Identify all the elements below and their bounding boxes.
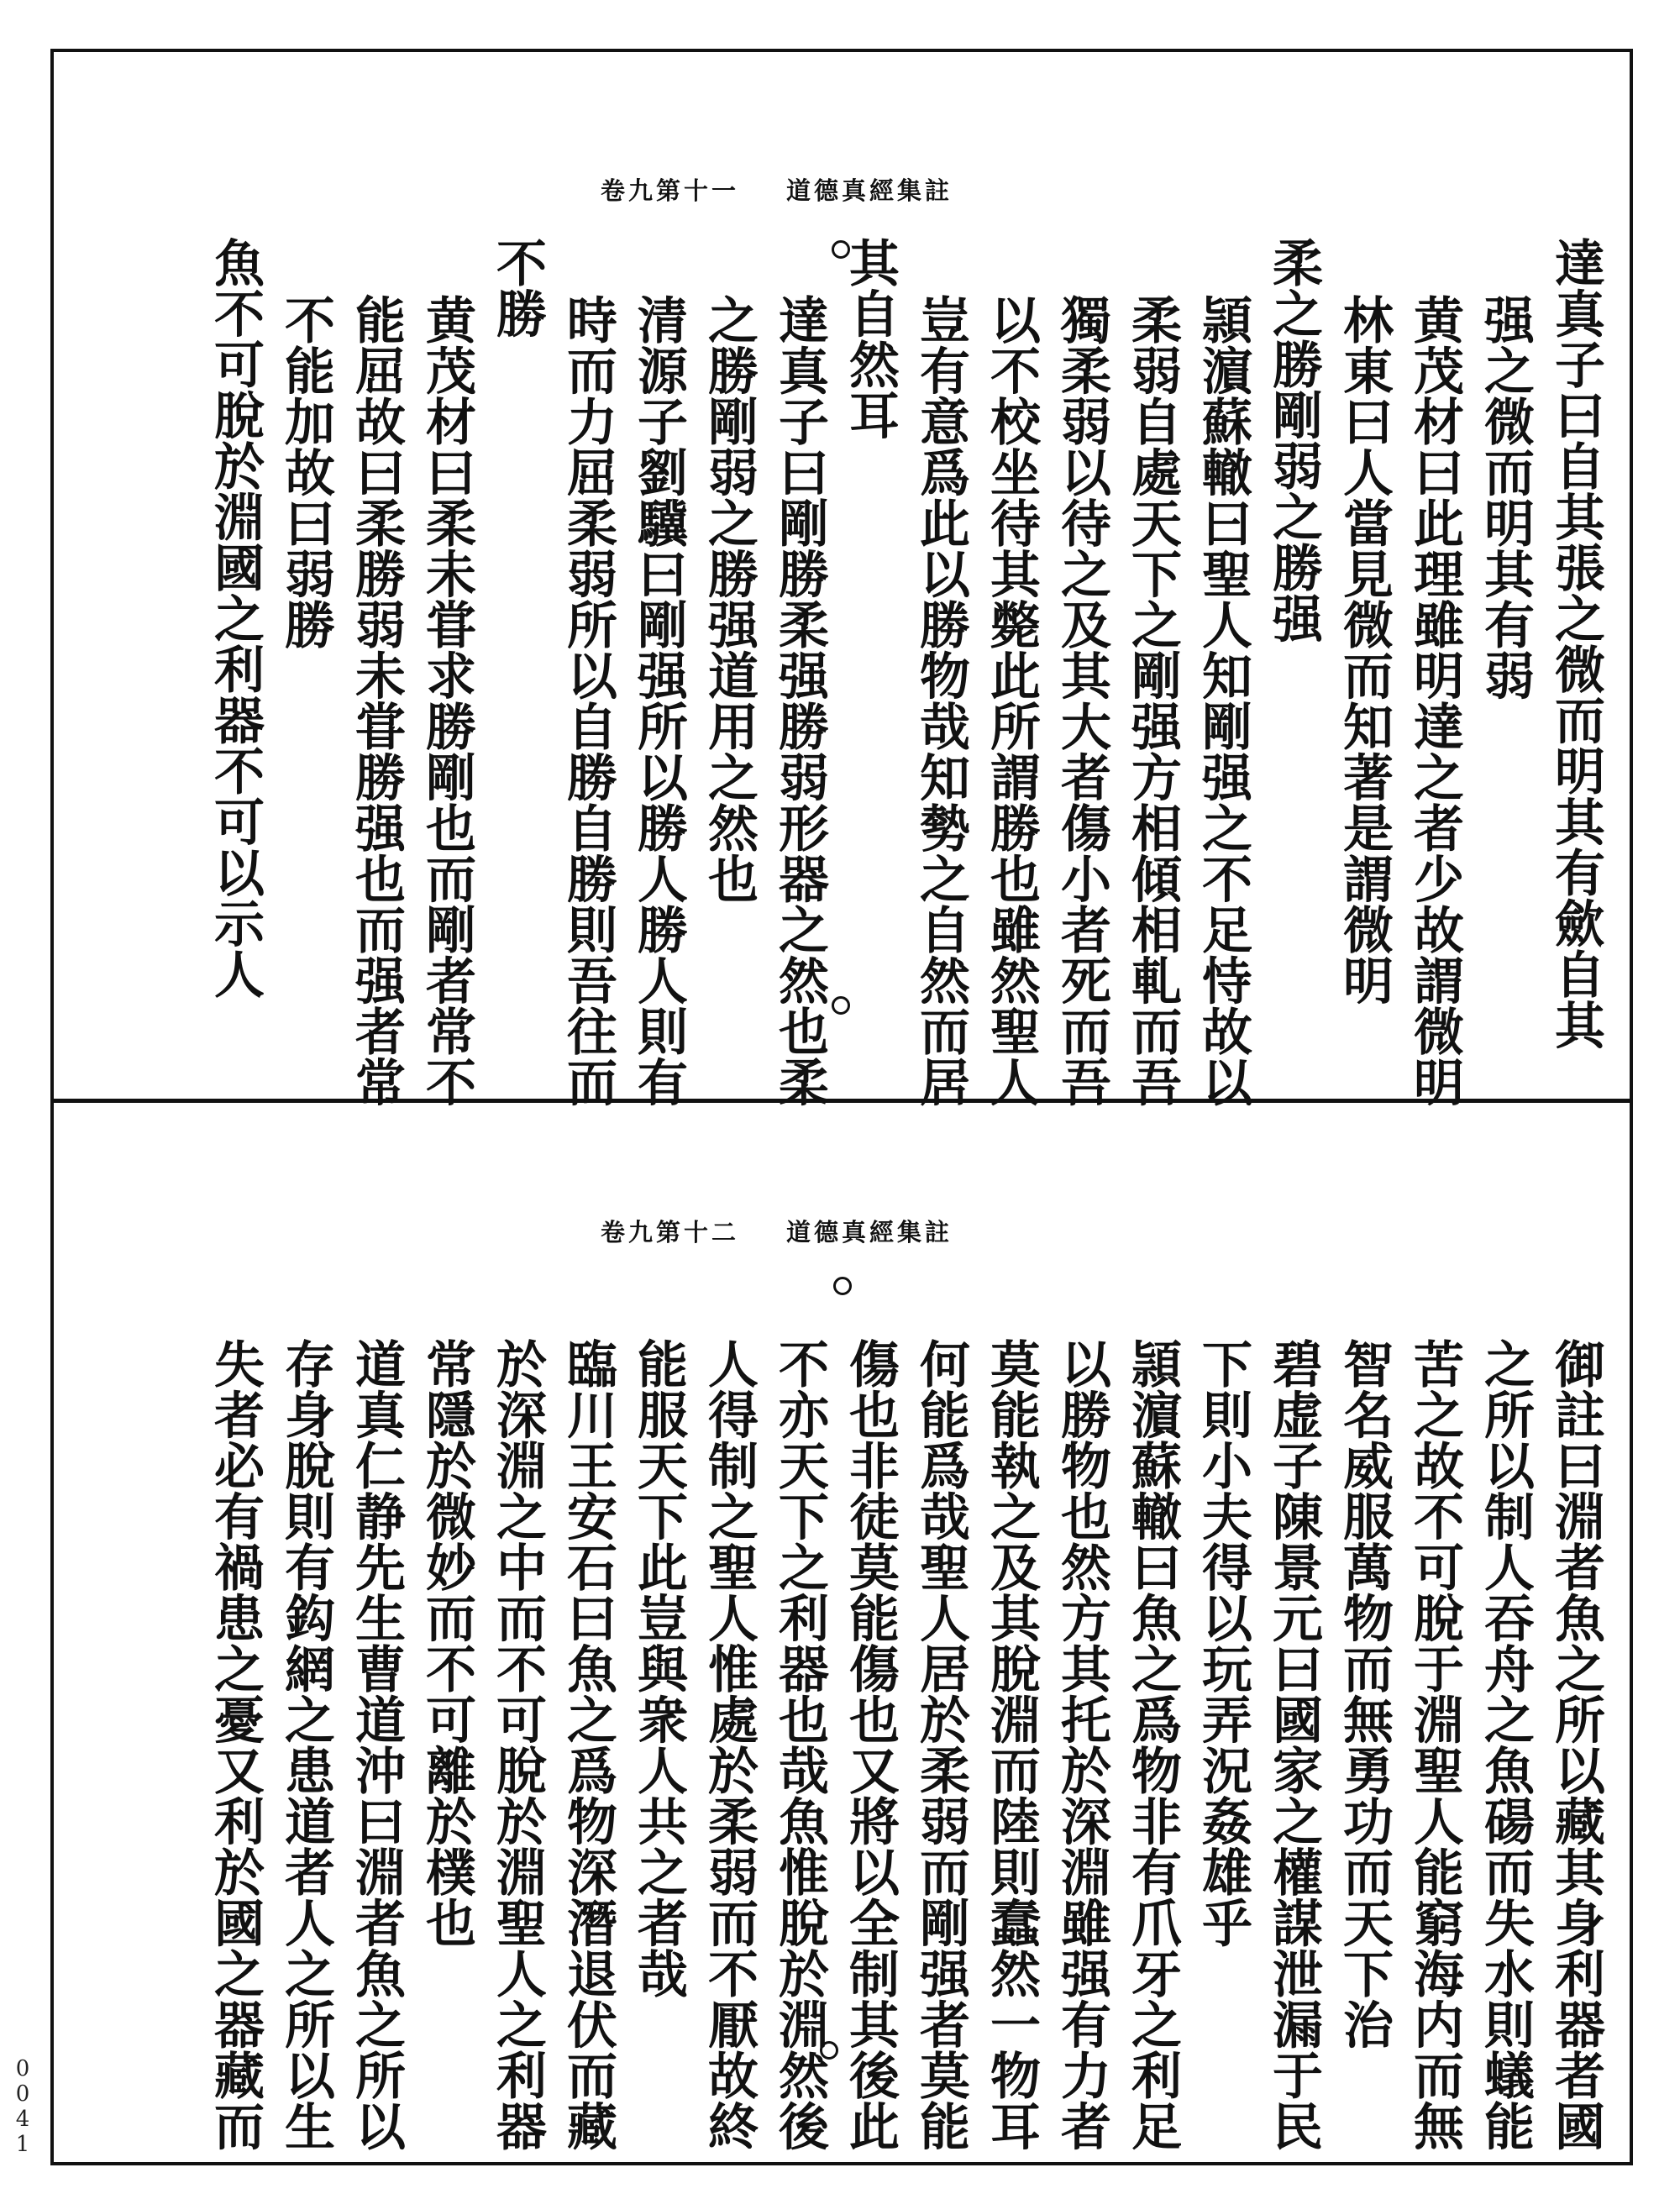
text-column: 常隱於微妙而不可離於樸也 [417,1338,476,1948]
text-column: 之勝剛弱之勝强道用之然也 [700,294,759,904]
circle-mark [832,996,850,1015]
text-column: 以不校坐待其斃此所謂勝也雖然聖人 [982,294,1041,1107]
bottom-page-volume: 卷九第十二 [601,1217,740,1246]
page-number: 0041 [10,2056,35,2157]
text-column: 魚不可脫於淵國之利器不可以示人 [206,237,265,1000]
text-column: 清源子劉驥曰剛强所以勝人勝人則有 [629,294,688,1107]
top-page-volume: 卷九第十一 [601,176,740,205]
text-column: 豈有意爲此以勝物哉知勢之自然而居 [911,294,970,1107]
text-column: 不勝 [488,237,547,339]
top-page-header [601,172,1340,206]
bottom-page-header [601,1214,1340,1247]
circle-mark [820,2041,838,2060]
text-column: 林東曰人當見微而知著是謂微明 [1335,294,1394,1005]
circle-mark [833,1277,852,1295]
bottom-page-text [200,1281,1611,2151]
text-column: 人得制之聖人惟處於柔弱而不厭故終 [700,1338,759,2151]
text-column: 獨柔弱以待之及其大者傷小者死而吾 [1053,294,1111,1107]
text-column: 柔弱自處天下之剛强方相傾相軋而吾 [1123,294,1182,1107]
text-column: 道真仁静先生曹道沖曰淵者魚之所以 [347,1338,406,2151]
circle-mark [832,240,850,259]
text-column: 時而力屈柔弱所以自勝自勝則吾往而 [559,294,617,1107]
text-column: 强之微而明其有弱 [1476,294,1535,701]
text-column: 御註曰淵者魚之所以藏其身利器者國 [1546,1338,1605,2151]
text-column: 以勝物也然方其托於深淵雖强有力者 [1053,1338,1111,2151]
text-column: 存身脫則有鈎網之患道者人之所以生 [276,1338,335,2151]
text-column: 達真子曰自其張之微而明其有歛自其 [1546,237,1605,1050]
top-page-title: 道德真經集註 [786,176,953,205]
text-column: 於深淵之中而不可脫於淵聖人之利器 [488,1338,547,2151]
text-column: 傷也非徒莫能傷也又將以全制其後此 [841,1338,900,2151]
bottom-page-title: 道德真經集註 [786,1217,953,1246]
text-column: 失者必有禍患之憂又利於國之器藏而 [206,1338,265,2151]
text-column: 能服天下此豈與衆人共之者哉 [629,1338,688,1999]
text-column: 柔之勝剛弱之勝强 [1264,237,1323,643]
text-column: 黄茂材曰此理雖明達之者少故謂微明 [1405,294,1464,1107]
text-column: 莫能執之及其脫淵而陸則蠢然一物耳 [982,1338,1041,2151]
text-column: 之所以制人吞舟之魚碭而失水則蟻能 [1476,1338,1535,2151]
text-column: 碧虚子陳景元曰國家之權謀泄漏于民 [1264,1338,1323,2151]
page-divider [50,1099,1633,1103]
text-column: 下則小夫得以玩弄況姦雄乎 [1194,1338,1252,1948]
text-column: 其自然耳 [841,237,900,440]
text-column: 不能加故曰弱勝 [276,294,335,650]
text-column: 能屈故曰柔勝弱未甞勝强也而强者常 [347,294,406,1107]
text-column: 智名威服萬物而無勇功而天下治 [1335,1338,1394,2049]
text-column: 頴濵蘇轍曰魚之爲物非有爪牙之利足 [1123,1338,1182,2151]
text-column: 黄茂材曰柔未甞求勝剛也而剛者常不 [417,294,476,1107]
top-page-text [200,237,1611,1107]
text-column: 達真子曰剛勝柔强勝弱形器之然也柔 [770,294,829,1107]
text-column: 苦之故不可脫于淵聖人能窮海内而無 [1405,1338,1464,2151]
text-column: 不亦天下之利器也哉魚惟脫於淵然後 [770,1338,829,2151]
text-column: 何能爲哉聖人居於柔弱而剛强者莫能 [911,1338,970,2151]
text-column: 臨川王安石曰魚之爲物深潛退伏而藏 [559,1338,617,2151]
text-column: 頴濵蘇轍曰聖人知剛强之不足恃故以 [1194,294,1252,1107]
